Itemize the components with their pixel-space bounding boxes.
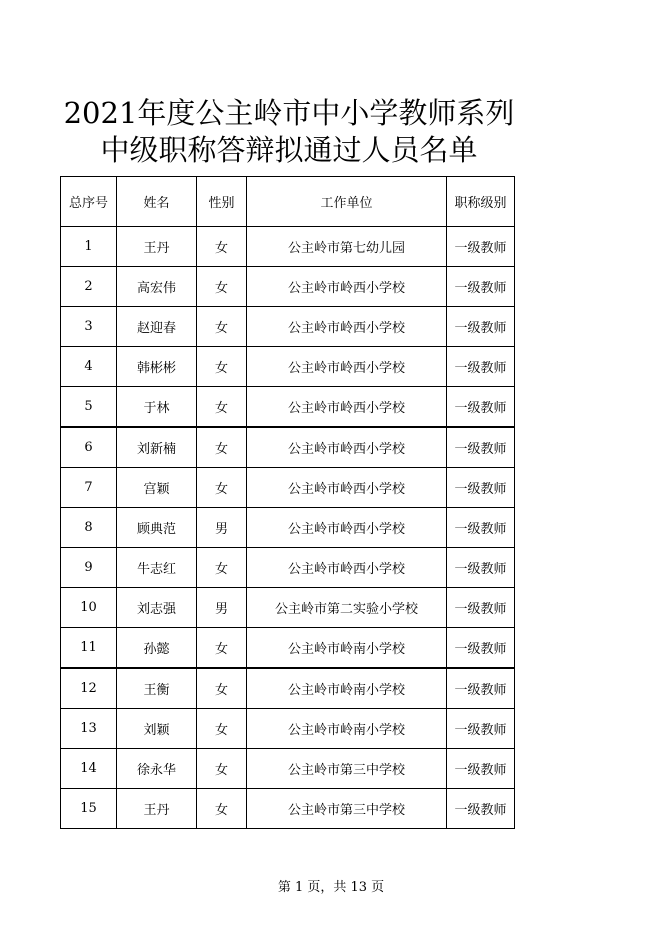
- cell-name: 刘志强: [117, 588, 197, 628]
- cell-work-unit: 公主岭市岭西小学校: [247, 548, 447, 588]
- cell-work-unit: 公主岭市岭西小学校: [247, 508, 447, 548]
- cell-title-level: 一级教师: [447, 628, 515, 669]
- table-row: [61, 307, 515, 347]
- cell-work-unit: 公主岭市岭西小学校: [247, 307, 447, 347]
- cell-gender: 女: [197, 307, 247, 347]
- cell-gender: 女: [197, 468, 247, 508]
- table-row: [61, 668, 515, 709]
- table-row: [61, 227, 515, 267]
- cell-name: 顾典范: [117, 508, 197, 548]
- cell-serial-number: 12: [61, 668, 117, 709]
- cell-gender: 女: [197, 267, 247, 307]
- cell-title-level: 一级教师: [447, 427, 515, 468]
- header-title-level: 职称级别: [447, 177, 515, 227]
- cell-work-unit: 公主岭市第七幼儿园: [247, 227, 447, 267]
- cell-name: 宫颖: [117, 468, 197, 508]
- cell-gender: 男: [197, 508, 247, 548]
- cell-name: 徐永华: [117, 749, 197, 789]
- cell-title-level: 一级教师: [447, 227, 515, 267]
- cell-serial-number: 7: [61, 468, 117, 508]
- cell-title-level: 一级教师: [447, 588, 515, 628]
- cell-serial-number: 5: [61, 387, 117, 428]
- cell-gender: 女: [197, 749, 247, 789]
- table-row: [61, 468, 515, 508]
- document-title-line-1: 2021年度公主岭市中小学教师系列: [63, 96, 515, 130]
- header-name: 姓名: [117, 177, 197, 227]
- cell-gender: 女: [197, 789, 247, 829]
- cell-serial-number: 15: [61, 789, 117, 829]
- cell-serial-number: 4: [61, 347, 117, 387]
- cell-name: 牛志红: [117, 548, 197, 588]
- cell-serial-number: 2: [61, 267, 117, 307]
- cell-name: 王丹: [117, 789, 197, 829]
- table-row: [61, 749, 515, 789]
- cell-work-unit: 公主岭市岭西小学校: [247, 347, 447, 387]
- cell-name: 王丹: [117, 227, 197, 267]
- cell-gender: 女: [197, 427, 247, 468]
- cell-name: 王衡: [117, 668, 197, 709]
- cell-serial-number: 14: [61, 749, 117, 789]
- table-header-row: [61, 177, 515, 227]
- cell-work-unit: 公主岭市第三中学校: [247, 789, 447, 829]
- cell-gender: 女: [197, 668, 247, 709]
- cell-gender: 女: [197, 347, 247, 387]
- cell-name: 孙懿: [117, 628, 197, 669]
- header-gender: 性别: [197, 177, 247, 227]
- cell-work-unit: 公主岭市岭南小学校: [247, 668, 447, 709]
- cell-title-level: 一级教师: [447, 468, 515, 508]
- cell-name: 高宏伟: [117, 267, 197, 307]
- table-row: [61, 508, 515, 548]
- cell-gender: 女: [197, 628, 247, 669]
- cell-title-level: 一级教师: [447, 508, 515, 548]
- cell-name: 赵迎春: [117, 307, 197, 347]
- cell-title-level: 一级教师: [447, 267, 515, 307]
- table-row: [61, 347, 515, 387]
- cell-work-unit: 公主岭市岭南小学校: [247, 709, 447, 749]
- cell-work-unit: 公主岭市第三中学校: [247, 749, 447, 789]
- cell-serial-number: 3: [61, 307, 117, 347]
- header-serial-number: 总序号: [61, 177, 117, 227]
- cell-serial-number: 13: [61, 709, 117, 749]
- table-row: [61, 789, 515, 829]
- table-row: [61, 709, 515, 749]
- cell-work-unit: 公主岭市岭西小学校: [247, 387, 447, 428]
- roster-table: [60, 176, 515, 829]
- cell-title-level: 一级教师: [447, 548, 515, 588]
- cell-work-unit: 公主岭市第二实验小学校: [247, 588, 447, 628]
- cell-gender: 女: [197, 227, 247, 267]
- table-row: [61, 427, 515, 468]
- cell-title-level: 一级教师: [447, 307, 515, 347]
- document-title-line-2: 中级职称答辩拟通过人员名单: [100, 133, 478, 167]
- table-row: [61, 387, 515, 428]
- cell-gender: 女: [197, 387, 247, 428]
- cell-serial-number: 10: [61, 588, 117, 628]
- table-row: [61, 628, 515, 669]
- cell-title-level: 一级教师: [447, 668, 515, 709]
- cell-serial-number: 1: [61, 227, 117, 267]
- cell-work-unit: 公主岭市岭西小学校: [247, 267, 447, 307]
- cell-gender: 女: [197, 548, 247, 588]
- page-number-footer: 第 1 页，共 13 页: [277, 880, 385, 895]
- cell-gender: 男: [197, 588, 247, 628]
- cell-title-level: 一级教师: [447, 749, 515, 789]
- table-row: [61, 267, 515, 307]
- cell-serial-number: 11: [61, 628, 117, 669]
- cell-title-level: 一级教师: [447, 387, 515, 428]
- cell-serial-number: 6: [61, 427, 117, 468]
- cell-name: 韩彬彬: [117, 347, 197, 387]
- cell-name: 于林: [117, 387, 197, 428]
- cell-title-level: 一级教师: [447, 347, 515, 387]
- cell-serial-number: 8: [61, 508, 117, 548]
- table-row: [61, 588, 515, 628]
- cell-title-level: 一级教师: [447, 709, 515, 749]
- cell-name: 刘颖: [117, 709, 197, 749]
- cell-work-unit: 公主岭市岭西小学校: [247, 468, 447, 508]
- header-work-unit: 工作单位: [247, 177, 447, 227]
- cell-gender: 女: [197, 709, 247, 749]
- table-row: [61, 548, 515, 588]
- cell-work-unit: 公主岭市岭西小学校: [247, 427, 447, 468]
- cell-work-unit: 公主岭市岭南小学校: [247, 628, 447, 669]
- cell-serial-number: 9: [61, 548, 117, 588]
- cell-name: 刘新楠: [117, 427, 197, 468]
- cell-title-level: 一级教师: [447, 789, 515, 829]
